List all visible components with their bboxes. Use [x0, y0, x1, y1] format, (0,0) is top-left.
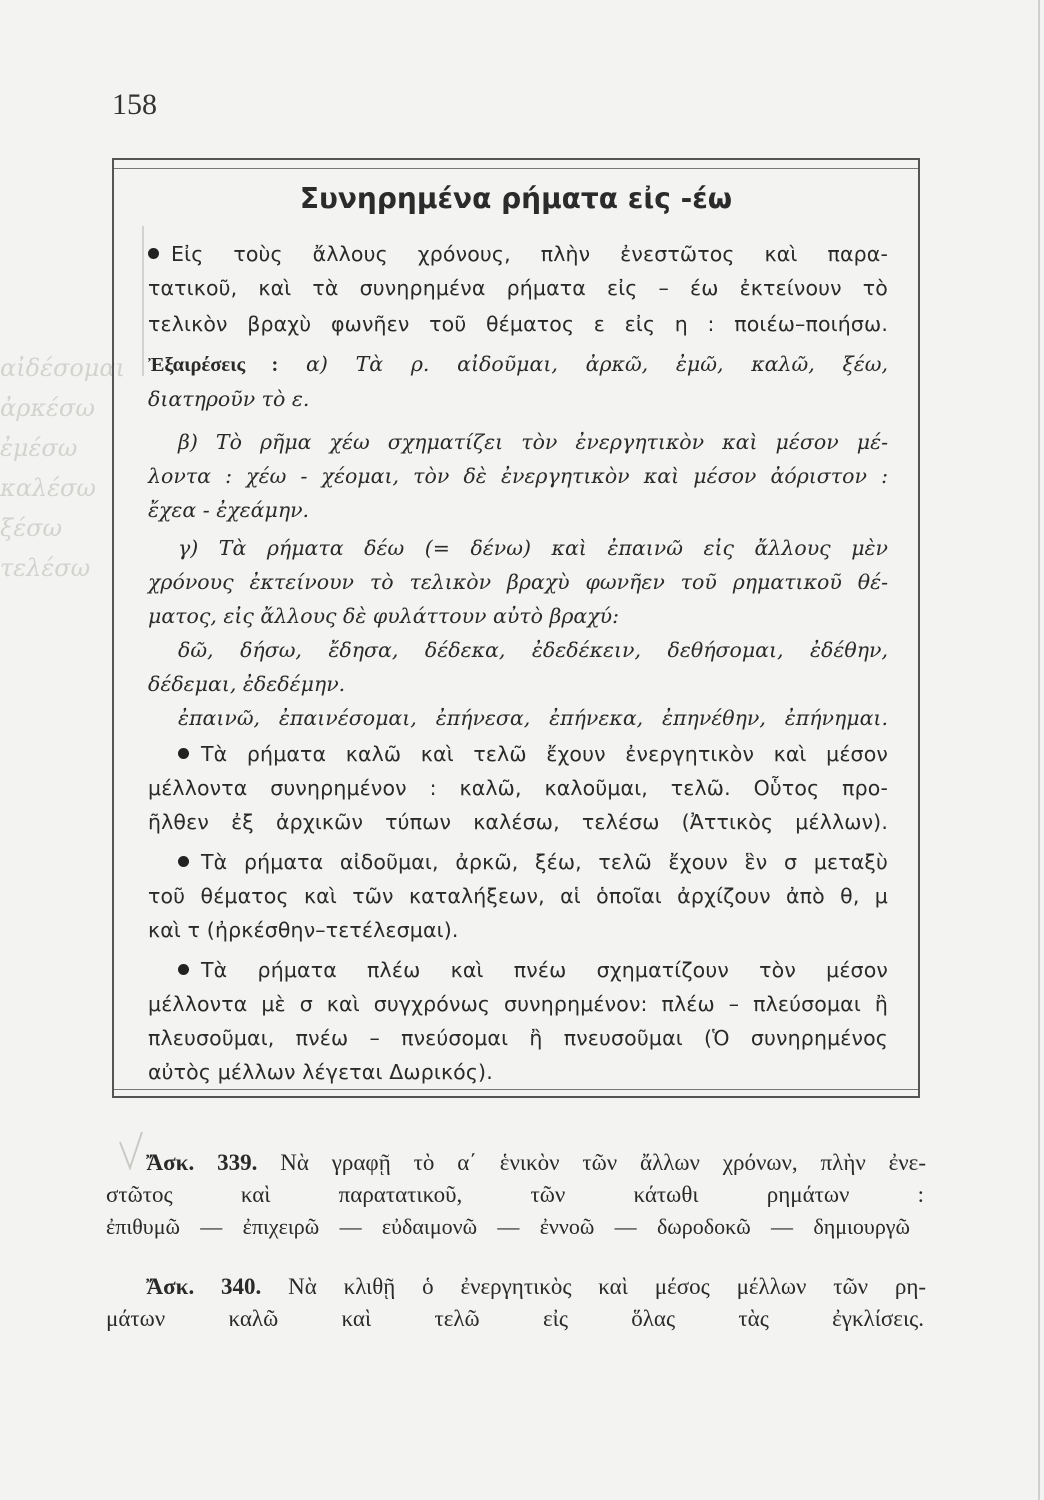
rule-line: Τὰ ρήματα πλέω καὶ πνέω σχηματίζουν τὸν μέσον: [178, 956, 888, 984]
box-title: Συνηρημένα ρήματα εἰς -έω: [299, 182, 733, 215]
exercise-339-line: στῶτος καὶ παρατατικοῦ, τῶν κάτωθι ρημάτων :: [106, 1182, 924, 1207]
margin-note: ἀρκέσω: [0, 394, 95, 422]
rule-line: τοῦ θέματος καὶ τῶν καταλήξεων, αἱ ὁποῖαι ἀρχίζουν ἀπὸ θ, μ: [148, 884, 888, 908]
exercise-340-label: Ἄσκ. 340.: [146, 1274, 262, 1299]
margin-note: αἰδέσομαι: [0, 354, 125, 382]
rule-line: τατικοῦ, καὶ τὰ συνηρημένα ρήματα εἰς – έω ἐκτείνουν τὸ: [148, 276, 888, 300]
page-edge-line: [1038, 0, 1040, 1500]
exercise-340-text: Νὰ κλιθῇ ὁ ἐνεργητικὸς καὶ μέσος μέλλων τῶν ρη-: [288, 1274, 926, 1299]
rule-line: διατηροῦν τὸ ε.: [148, 387, 310, 411]
pencil-check-mark: [118, 1130, 144, 1170]
exceptions-a: α) Τὰ ρ. αἰδοῦμαι, ἀρκῶ, ἐμῶ, καλῶ, ξέω,: [306, 352, 888, 376]
rule-line: δῶ, δήσω, ἔδησα, δέδεκα, ἐδεδέκειν, δεθήσομαι, ἐδέθην,: [178, 638, 888, 662]
rule-line: πλευσοῦμαι, πνέω – πνεύσομαι ἢ πνευσοῦμαι (Ὁ συνηρημένος: [148, 1026, 888, 1050]
margin-note: ἐμέσω: [0, 434, 78, 462]
page-number: 158: [112, 88, 157, 121]
rule-line: γ) Τὰ ρήματα δέω (= δένω) καὶ ἐπαινῶ εἰς ἄλλους μὲν: [178, 536, 888, 560]
exercise-340-line: [146, 1272, 926, 1302]
exceptions-line: [148, 350, 888, 379]
grammar-rule-box: [112, 158, 920, 1098]
rule-line: αὐτὸς μέλλων λέγεται Δωρικός).: [148, 1060, 493, 1084]
rule-line: μέλλοντα συνηρημένον : καλῶ, καλοῦμαι, τελῶ. Οὗτος προ-: [148, 776, 888, 800]
rule-line: χρόνους ἐκτείνουν τὸ τελικὸν βραχὺ φωνῆεν τοῦ ρηματικοῦ θέ-: [148, 570, 888, 594]
margin-note: ξέσω: [0, 514, 63, 542]
exercise-339-verbs: ἐπιθυμῶ — ἐπιχειρῶ — εὐδαιμονῶ — ἐννοῶ — δωροδοκῶ — δημιουργῶ: [106, 1214, 910, 1239]
rule-line: λοντα : χέω - χέομαι, τὸν δὲ ἐνεργητικὸν καὶ μέσον ἀόριστον :: [148, 464, 888, 488]
rule-line: μέλλοντα μὲ σ καὶ συγχρόνως συνηρημένον: πλέω – πλεύσομαι ἢ: [148, 992, 888, 1016]
exceptions-label: Ἐξαιρέσεις :: [148, 354, 279, 376]
rule-line: Τὰ ρήματα καλῶ καὶ τελῶ ἔχουν ἐνεργητικὸν καὶ μέσον: [178, 740, 888, 768]
rule-line: Τὰ ρήματα αἰδοῦμαι, ἀρκῶ, ξέω, τελῶ ἔχουν ἓν σ μεταξὺ: [178, 848, 888, 876]
margin-note: καλέσω: [0, 474, 96, 502]
exercise-340-line: μάτων καλῶ καὶ τελῶ εἰς ὅλας τὰς ἐγκλίσεις.: [106, 1306, 924, 1331]
rule-line: τελικὸν βραχὺ φωνῆεν τοῦ θέματος ε εἰς η : ποιέω–ποιήσω.: [148, 312, 888, 336]
rule-line: καὶ τ (ἠρκέσθην–τετέλεσμαι).: [148, 918, 459, 942]
exercise-339-line: [146, 1148, 926, 1178]
rule-line: ἔχεα - ἐχεάμην.: [148, 498, 310, 522]
rule-line: Εἰς τοὺς ἄλλους χρόνους, πλὴν ἐνεστῶτος καὶ παρα-: [148, 240, 888, 268]
rule-line: ματος, εἰς ἄλλους δὲ φυλάττουν αὐτὸ βραχύ:: [148, 604, 620, 628]
margin-note: τελέσω: [0, 554, 91, 582]
rule-line: ῆλθεν ἐξ ἀρχικῶν τύπων καλέσω, τελέσω (Ἀττικὸς μέλλων).: [148, 810, 888, 834]
exercise-339-label: Ἄσκ. 339.: [146, 1150, 258, 1175]
margin-handwritten-notes: [0, 348, 125, 582]
rule-line: β) Τὸ ρῆμα χέω σχηματίζει τὸν ἐνεργητικὸν καὶ μέσον μέ-: [178, 430, 888, 454]
exercise-339-text: Νὰ γραφῇ τὸ α΄ ἑνικὸν τῶν ἄλλων χρόνων, πλὴν ἐνε-: [280, 1150, 926, 1175]
rule-line: δέδεμαι, ἐδεδέμην.: [148, 672, 346, 696]
rule-line: ἐπαινῶ, ἐπαινέσομαι, ἐπήνεσα, ἐπήνεκα, ἐπηνέθην, ἐπήνημαι.: [178, 706, 888, 730]
